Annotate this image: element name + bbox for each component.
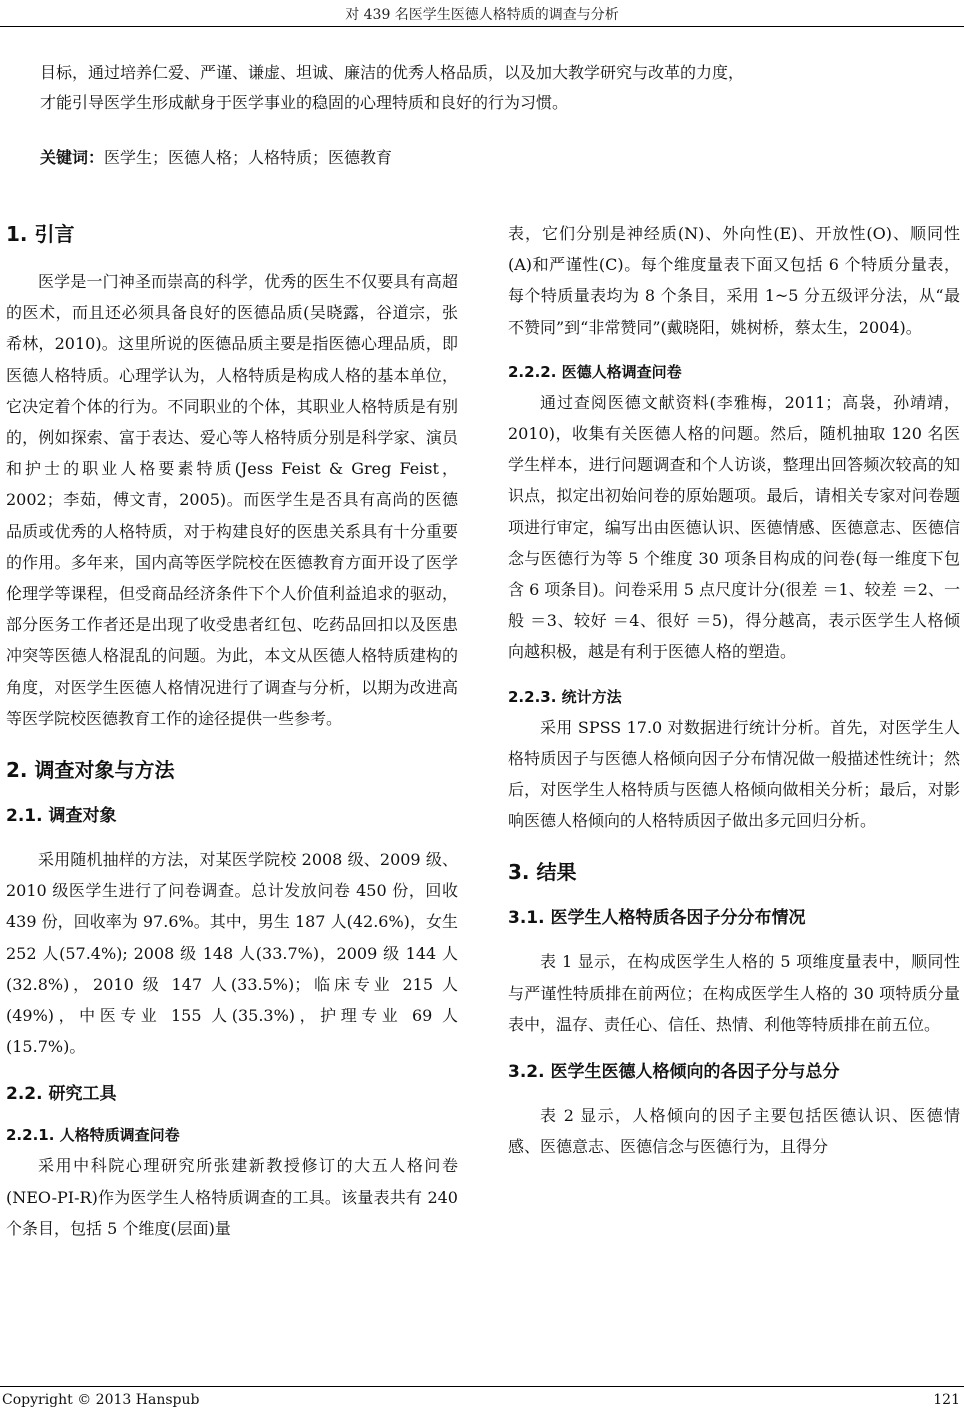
section-heading-results: 3. 结果: [508, 860, 577, 885]
trait-distribution-paragraph: 表 1 显示，在构成医学生人格的 5 项维度量表中，顺同性与严谨性特质排在前两位；在构成医学生人格的 30 项特质分量表中，温存、责任心、信任、热情、利他等特质排在前五位。: [508, 952, 960, 1034]
subjects-paragraph: 采用随机抽样的方法，对某医学院校 2008 级、2009 级、2010 级医学生进行了问卷调查。总计发放问卷 450 份，回收 439 份，回收率为 97.6%。其中，男生 187 人(42.6%)，女生 252 人(57.4%); 2008 级 148 人(33.7%)，2009 级 144 人(32.8%)，2010 级 147 人(33.5%)；临床专业 215 人(49%)，中医专业 155 人(35.3%)，护理专业 69 人(15.7%)。: [6, 850, 458, 1057]
subsection-heading-subjects: 2.1. 调查对象: [6, 806, 117, 827]
trait-questionnaire-paragraph-continued: 表，它们分别是神经质(N)、外向性(E)、开放性(O)、顺同性(A)和严谨性(C)。每个维度量表下面又包括 6 个特质分量表，每个特质量表均为 8 个条目，采用 1~5 分五级评分法，从“最不赞同”到“非常赞同”(戴晓阳，姚树桥，蔡太生，2004)。: [508, 224, 960, 337]
running-head: 对 439 名医学生医德人格特质的调查与分析: [345, 7, 619, 23]
keywords-label: 关键词：: [40, 148, 105, 167]
section-heading-methods: 2. 调查对象与方法: [6, 758, 175, 783]
abstract-line: 目标，通过培养仁爱、严谨、谦虚、坦诚、廉洁的优秀人格品质，以及加大教学研究与改革的力度，: [40, 63, 745, 82]
ethics-scores-paragraph: 表 2 显示，人格倾向的因子主要包括医德认识、医德情感、医德意志、医德信念与医德行为，且得分: [508, 1106, 960, 1157]
subsection-heading-trait-distribution: 3.1. 医学生人格特质各因子分分布情况: [508, 908, 806, 929]
footer-copyright: Copyright © 2013 Hanspub: [2, 1392, 200, 1408]
ethics-questionnaire-paragraph: 通过查阅医德文献资料(李雅梅，2011；高袅，孙靖靖，2010)，收集有关医德人格的问题。然后，随机抽取 120 名医学生样本，进行问题调查和个人访谈，整理出回答频次较高的知识点，拟定出初始问卷的原始题项。最后，请相关专家对问卷题项进行审定，编写出由医德认识、医德情感、医德意志、医德信念与医德行为等 5 个维度 30 项条目构成的问卷(每一维度下包含 6 项条目)。问卷采用 5 点尺度计分(很差 ＝1、较差 ＝2、一般 ＝3、较好 ＝4、很好 ＝5)，得分越高，表示医学生人格倾向越积极，越是有利于医德人格的塑造。: [508, 392, 960, 662]
left-column: [6, 214, 458, 1244]
abstract-line: 才能引导医学生形成献身于医学事业的稳固的心理特质和良好的行为习惯。: [40, 93, 569, 112]
header-rule: [0, 26, 964, 27]
subsection-heading-tools: 2.2. 研究工具: [6, 1084, 117, 1105]
right-column: [508, 218, 960, 1162]
footer-rule: [0, 1386, 964, 1387]
subsubsection-heading-trait-questionnaire: 2.2.1. 人格特质调查问卷: [6, 1126, 180, 1145]
keywords: [40, 146, 392, 170]
subsubsection-heading-ethics-questionnaire: 2.2.2. 医德人格调查问卷: [508, 362, 682, 381]
trait-questionnaire-paragraph: 采用中科院心理研究所张建新教授修订的大五人格问卷(NEO-PI-R)作为医学生人格特质调查的工具。该量表共有 240 个条目，包括 5 个维度(层面)量: [6, 1156, 458, 1238]
subsubsection-heading-statistics: 2.2.3. 统计方法: [508, 687, 622, 706]
page-number: 121: [933, 1392, 960, 1408]
statistics-paragraph: 采用 SPSS 17.0 对数据进行统计分析。首先，对医学生人格特质因子与医德人格倾向因子分布情况做一般描述性统计；然后，对医学生人格特质与医德人格倾向做相关分析；最后，对影响医德人格倾向的人格特质因子做出多元回归分析。: [508, 717, 960, 831]
abstract-tail: [40, 58, 930, 118]
subsection-heading-ethics-scores: 3.2. 医学生医德人格倾向的各因子分与总分: [508, 1062, 840, 1083]
section-heading-intro: 1. 引言: [6, 222, 75, 246]
keywords-text: 医学生；医德人格；人格特质；医德教育: [104, 148, 393, 167]
intro-paragraph: 医学是一门神圣而崇高的科学，优秀的医生不仅要具有高超的医术，而且还必须具备良好的医德品质(吴晓露，谷道宗，张希林，2010)。这里所说的医德品质主要是指医德心理品质，即医德人格特质。心理学认为，人格特质是构成人格的基本单位，它决定着个体的行为。不同职业的个体，其职业人格特质是有别的，例如探索、富于表达、爱心等人格特质分别是科学家、演员和护士的职业人格要素特质(Jess Feist & Greg Feist，2002；李茹，傅文青，2005)。而医学生是否具有高尚的医德品质或优秀的人格特质，对于构建良好的医患关系具有十分重要的作用。多年来，国内高等医学院校在医德教育方面开设了医学伦理学等课程，但受商品经济条件下个人价值利益追求的驱动，部分医务工作者还是出现了收受患者红包、吃药品回扣以及医患冲突等医德人格混乱的问题。为此，本文从医德人格特质建构的角度，对医学生医德人格情况进行了调查与分析，以期为改进高等医学院校医德教育工作的途径提供一些参考。: [6, 272, 458, 728]
